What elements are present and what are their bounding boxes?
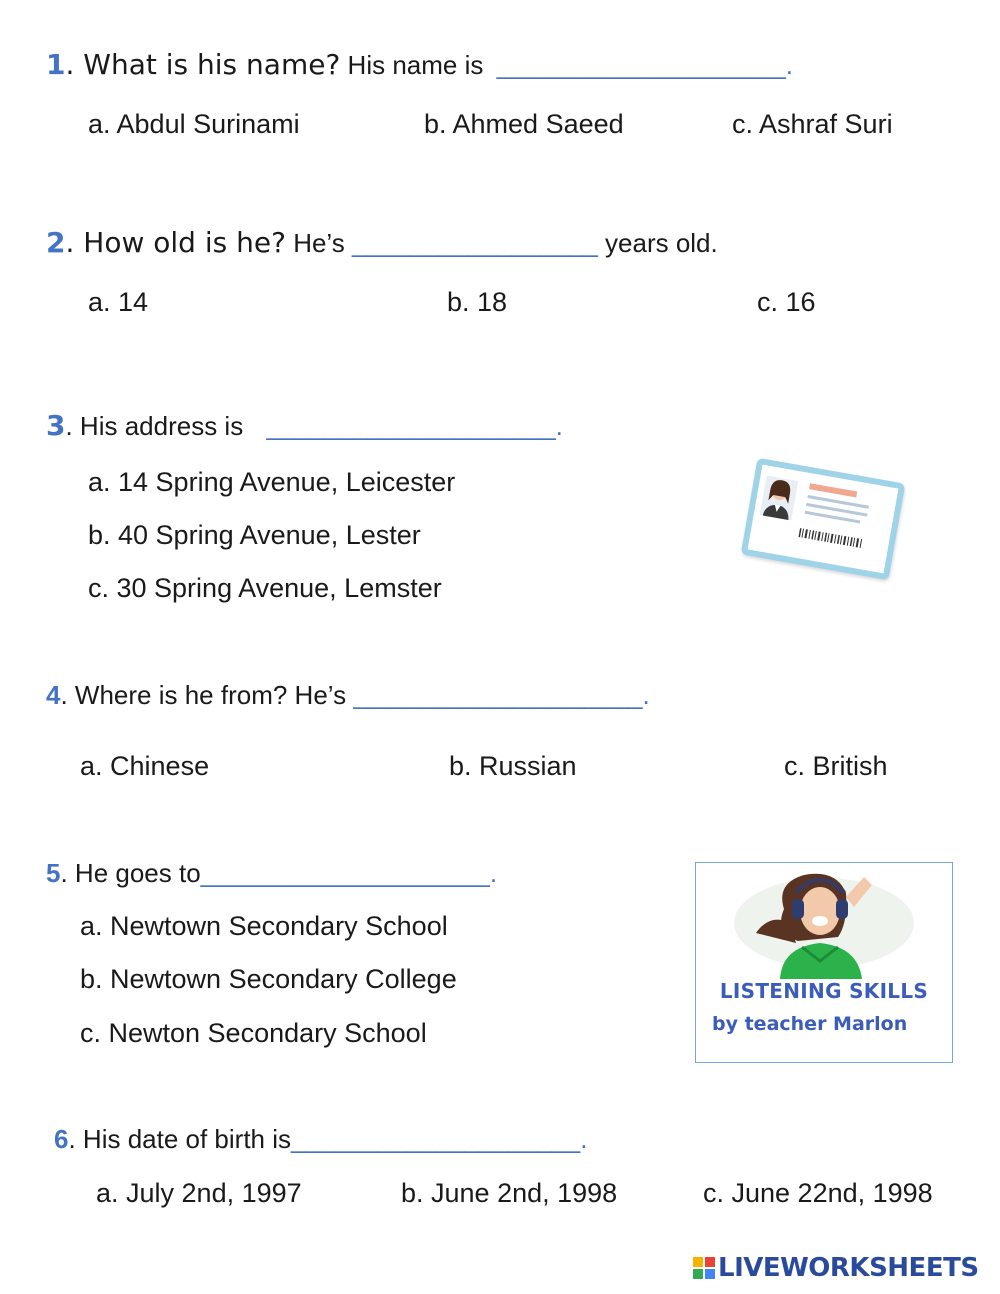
girl-with-headphones-icon	[696, 863, 952, 979]
id-card-icon	[750, 465, 887, 560]
answer-prompt: He’s	[285, 228, 352, 258]
q5-option-b[interactable]: b. Newtown Secondary College	[80, 964, 457, 994]
question-6	[54, 1124, 587, 1155]
liveworksheets-logo	[692, 1253, 979, 1283]
answer-prompt: . He goes to	[60, 858, 201, 888]
question-number: 4	[46, 680, 61, 710]
q4-option-a[interactable]: a. Chinese	[80, 751, 210, 781]
q6-option-b[interactable]: b. June 2nd, 1998	[401, 1178, 618, 1208]
question-number: 5	[46, 858, 61, 888]
answer-prompt: . Where is he from? He’s	[60, 680, 354, 710]
question-number: 3	[46, 409, 66, 442]
q6-option-c[interactable]: c. June 22nd, 1998	[703, 1178, 933, 1208]
question-number: 2	[46, 226, 66, 259]
q3-option-b[interactable]: b. 40 Spring Avenue, Lester	[88, 520, 421, 550]
q4-option-c[interactable]: c. British	[784, 751, 888, 781]
q6-option-a[interactable]: a. July 2nd, 1997	[96, 1178, 302, 1208]
promo-title: LISTENING SKILLS	[719, 979, 929, 1003]
question-2	[46, 226, 718, 259]
question-5	[46, 858, 497, 889]
answer-prompt: . His address is	[65, 411, 244, 441]
answer-prompt: His name is	[340, 50, 491, 80]
question-4	[46, 680, 650, 711]
q4-option-b[interactable]: b. Russian	[449, 751, 577, 781]
q3-option-c[interactable]: c. 30 Spring Avenue, Lemster	[88, 573, 442, 603]
answer-blank-2[interactable]: _________________	[351, 228, 598, 258]
promo-subtitle: by teacher Marlon	[712, 1013, 908, 1035]
question-1	[46, 48, 793, 81]
id-card-illustration	[741, 458, 906, 581]
answer-blank-4[interactable]: ____________________.	[353, 680, 650, 710]
q2-option-b[interactable]: b. 18	[447, 287, 508, 317]
question-3	[46, 409, 563, 442]
q1-option-a[interactable]: a. Abdul Surinami	[88, 109, 300, 139]
answer-blank-6[interactable]: ____________________.	[291, 1124, 588, 1154]
answer-blank-3[interactable]: ____________________.	[266, 411, 563, 441]
answer-blank-1[interactable]: ____________________.	[496, 50, 794, 80]
q2-option-c[interactable]: c. 16	[757, 287, 816, 317]
q1-option-b[interactable]: b. Ahmed Saeed	[424, 109, 624, 139]
listening-skills-banner	[695, 862, 953, 1063]
answer-blank-5[interactable]: ____________________.	[200, 858, 498, 888]
question-text: . How old is he?	[65, 226, 286, 259]
question-text: . What is his name?	[65, 48, 341, 81]
brand-name: LIVEWORKSHEETS	[718, 1253, 979, 1283]
liveworksheets-logo-icon	[692, 1256, 716, 1280]
q5-option-c[interactable]: c. Newton Secondary School	[80, 1018, 427, 1048]
answer-prompt: . His date of birth is	[68, 1124, 292, 1154]
question-number: 6	[54, 1124, 69, 1154]
q3-option-a[interactable]: a. 14 Spring Avenue, Leicester	[88, 467, 456, 497]
answer-suffix: years old.	[597, 228, 718, 258]
q2-option-a[interactable]: a. 14	[88, 287, 149, 317]
q5-option-a[interactable]: a. Newtown Secondary School	[80, 911, 448, 941]
q1-option-c[interactable]: c. Ashraf Suri	[732, 109, 893, 139]
question-number: 1	[46, 48, 66, 81]
